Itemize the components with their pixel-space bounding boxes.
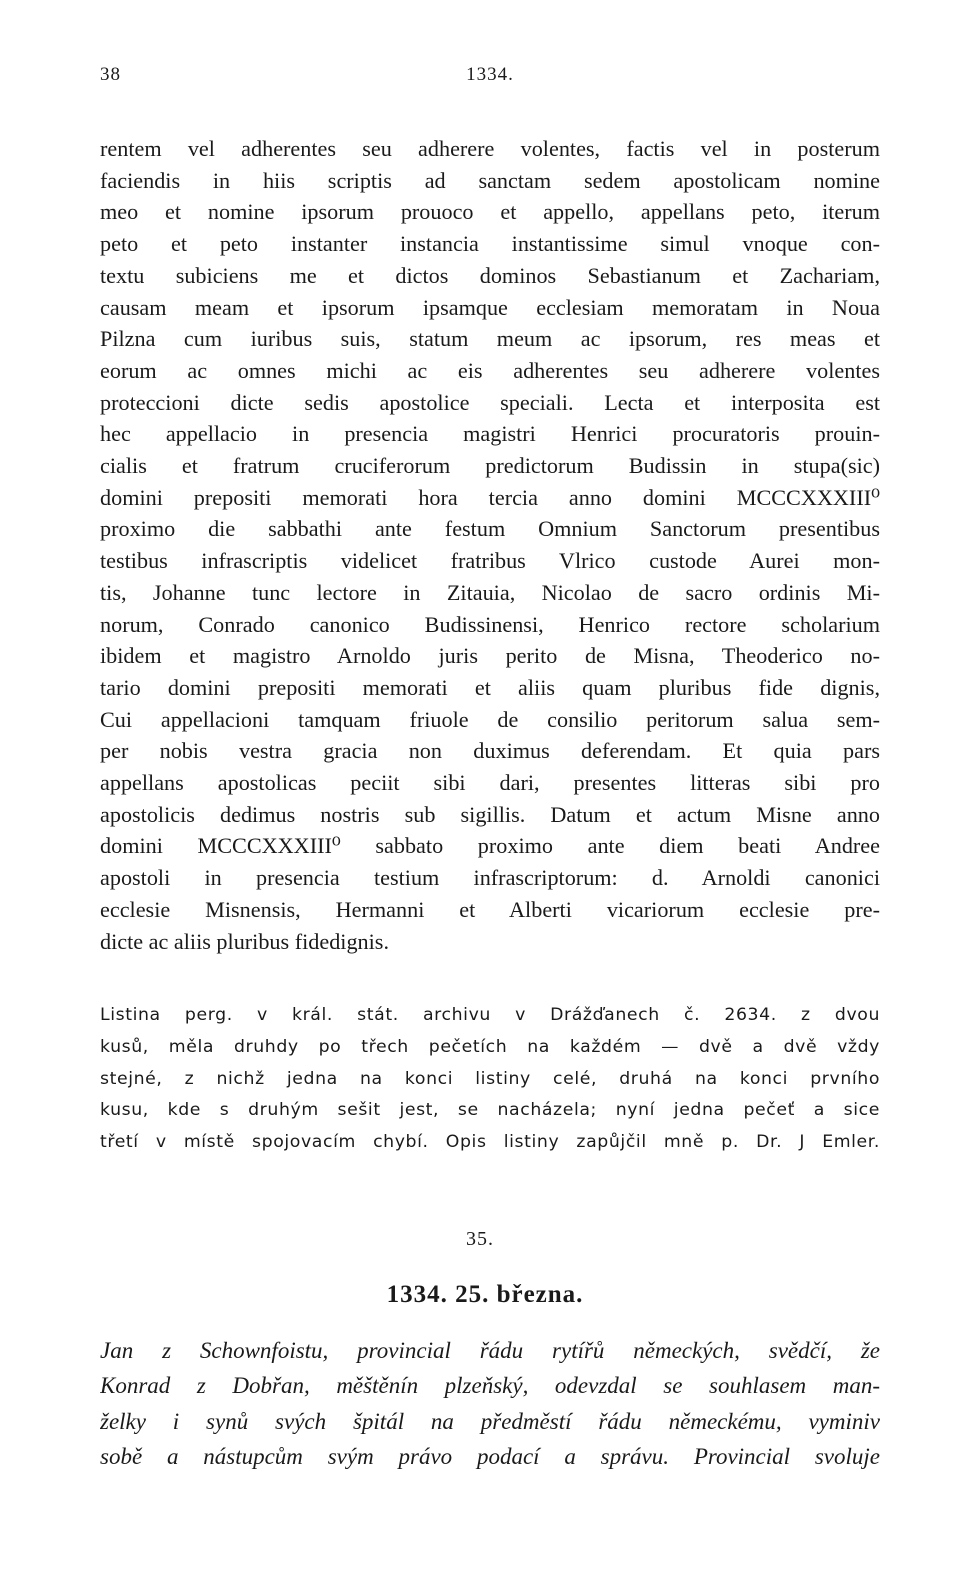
text-line: cialis et fratrum cruciferorum predictorum Budissin in stupa(sic) (100, 453, 880, 479)
text-line: domini MCCCXXXIII⁰ sabbato proximo ante diem beati Andree (100, 833, 880, 859)
text-line: tario domini prepositi memorati et aliis quam pluribus fide dignis, (100, 674, 880, 700)
text-line: meo et nomine ipsorum prouoco et appello, appellans peto, iterum (100, 199, 880, 225)
text-line: dicte ac aliis pluribus fidedignis. (100, 928, 389, 954)
text-line: eorum ac omnes michi ac eis adherentes seu adherere volentes (100, 357, 880, 383)
note-line: kusu, kde s druhým sešit jest, se nacházela; nyní jedna pečeť a sice (100, 1100, 880, 1121)
page-number: 38 (100, 64, 121, 85)
text-line: causam meam et ipsorum ipsamque ecclesiam memoratam in Noua (100, 294, 880, 320)
text-line: per nobis vestra gracia non duximus deferendam. Et quia pars (100, 738, 880, 764)
archival-note (100, 1000, 880, 1159)
text-line: appellans apostolicas peciit sibi dari, presentes litteras sibi pro (100, 770, 880, 796)
text-line: faciendis in hiis scriptis ad sanctam sedem apostolicam nomine (100, 167, 880, 193)
running-head-year: 1334. (466, 64, 514, 85)
text-line: ibidem et magistro Arnoldo juris perito de Misna, Theoderico no- (100, 643, 880, 669)
document-number: 35. (466, 1228, 494, 1250)
abstract-line: Konrad z Dobřan, měštěnín plzeňský, odevzdal se souhlasem man- (100, 1373, 880, 1399)
note-line: stejné, z nichž jedna na konci listiny celé, druhá na konci prvního (100, 1068, 880, 1089)
text-line: Cui appellacioni tamquam friuole de consilio peritorum salua sem- (100, 706, 880, 732)
note-line: Listina perg. v král. stát. archivu v Drážďanech č. 2634. z dvou (100, 1005, 880, 1025)
note-line: kusů, měla druhdy po třech pečetích na každém — dvě a dvě vždy (100, 1036, 880, 1057)
text-line: ecclesie Misnensis, Hermanni et Alberti vicariorum ecclesie pre- (100, 896, 880, 922)
page-header (100, 64, 880, 94)
abstract-line: želky i synů svých špitál na předměstí řádu německému, vyminiv (100, 1408, 880, 1434)
czech-abstract (100, 1333, 880, 1474)
text-line: tis, Johanne tunc lectore in Zitauia, Nicolao de sacro ordinis Mi- (100, 579, 880, 605)
text-line: testibus infrascriptis videlicet fratribus Vlrico custode Aurei mon- (100, 548, 880, 574)
text-line: peto et peto instanter instancia instantissime simul vnoque con- (100, 231, 880, 257)
abstract-line: Jan z Schownfoistu, provincial řádu rytířů německých, svědčí, že (100, 1338, 880, 1363)
text-line: apostoli in presencia testium infrascriptorum: d. Arnoldi canonici (100, 865, 880, 891)
text-line: textu subiciens me et dictos dominos Sebastianum et Zachariam, (100, 262, 880, 288)
charter-latin-text (100, 133, 880, 957)
text-line: apostolicis dedimus nostris sub sigillis. Datum et actum Misne anno (100, 801, 880, 827)
abstract-line: sobě a nástupcům svým právo podací a správu. Provincial svoluje (100, 1443, 880, 1469)
text-line: proximo die sabbathi ante festum Omnium Sanctorum presentibus (100, 516, 880, 542)
text-line: rentem vel adherentes seu adherere volentes, factis vel in posterum (100, 136, 880, 161)
text-line: norum, Conrado canonico Budissinensi, Henrico rectore scholarium (100, 611, 880, 637)
text-line: hec appellacio in presencia magistri Henrici procuratoris prouin- (100, 421, 880, 447)
text-line: proteccioni dicte sedis apostolice speciali. Lecta et interposita est (100, 389, 880, 415)
note-line: třetí v místě spojovacím chybí. Opis listiny zapůjčil mně p. Dr. J Emler. (100, 1132, 880, 1153)
document-date-heading: 1334. 25. března. (386, 1281, 584, 1308)
text-line: Pilzna cum iuribus suis, statum meum ac ipsorum, res meas et (100, 326, 880, 352)
text-line: domini prepositi memorati hora tercia anno domini MCCCXXXIII⁰ (100, 484, 880, 510)
